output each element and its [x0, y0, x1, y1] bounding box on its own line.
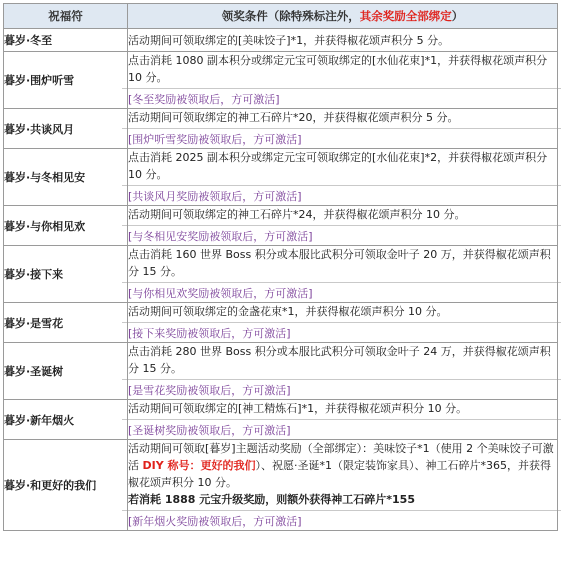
table-row	[4, 149, 558, 206]
blessing-name: 暮岁·共谈风月	[4, 109, 128, 149]
table-row	[4, 109, 558, 149]
reward-condition	[128, 149, 558, 206]
table-row	[4, 29, 558, 52]
unlock-requirement: [接下来奖励被领取后，方可激活]	[122, 322, 561, 342]
unlock-requirement: [与你相见欢奖励被领取后，方可激活]	[122, 282, 561, 302]
table-row	[4, 206, 558, 246]
blessing-name: 暮岁·接下来	[4, 246, 128, 303]
unlock-requirement: [是雪花奖励被领取后，方可激活]	[122, 379, 561, 399]
table-row	[4, 400, 558, 440]
condition-text: 活动期间可领取绑定的金盏花束*1，并获得椒花颂声积分 10 分。	[128, 305, 448, 318]
condition-text-part2: ）、祝愿·圣诞*1（限定装饰家具）、神工石碎片*365，并获得椒花颂声积分 10 分。	[128, 459, 552, 489]
reward-condition	[128, 246, 558, 303]
unlock-requirement: [围炉听雪奖励被领取后，方可激活]	[122, 128, 561, 148]
reward-condition	[128, 52, 558, 109]
blessing-name: 暮岁·圣诞树	[4, 343, 128, 400]
unlock-requirement: [新年烟火奖励被领取后，方可激活]	[122, 510, 561, 530]
reward-condition	[128, 29, 558, 52]
blessing-name: 暮岁·和更好的我们	[4, 440, 128, 531]
reward-condition	[128, 109, 558, 149]
condition-text-part1: 活动期间可领取[暮岁]主题活动奖励（全部绑定）：美味饺子*1（使用 2 个美味饺子可激活	[128, 442, 554, 472]
header-condition-suffix: ）	[451, 9, 464, 23]
rewards-table	[3, 3, 558, 531]
table-row	[4, 440, 558, 531]
unlock-requirement: [冬至奖励被领取后，方可激活]	[122, 88, 561, 108]
upgrade-bonus-text: 若消耗 1888 元宝升级奖励，则额外获得神工石碎片*155	[128, 493, 415, 506]
condition-text: 活动期间可领取绑定的[美味饺子]*1，并获得椒花颂声积分 5 分。	[128, 33, 450, 47]
header-condition	[128, 4, 558, 29]
condition-text: 活动期间可领取绑定的神工石碎片*20，并获得椒花颂声积分 5 分。	[128, 111, 459, 124]
reward-condition	[128, 343, 558, 400]
table-header-row	[4, 4, 558, 29]
reward-condition	[128, 303, 558, 343]
table-row	[4, 52, 558, 109]
condition-text: 点击消耗 1080 副本积分或绑定元宝可领取绑定的[水仙花束]*1，并获得椒花颂声积分 10 分。	[128, 54, 548, 84]
table-row	[4, 303, 558, 343]
condition-text	[128, 440, 557, 491]
table-row	[4, 343, 558, 400]
blessing-name: 暮岁·冬至	[4, 29, 128, 52]
blessing-name: 暮岁·与你相见欢	[4, 206, 128, 246]
blessing-name: 暮岁·围炉听雪	[4, 52, 128, 109]
reward-condition	[128, 206, 558, 246]
blessing-name: 暮岁·与冬相见安	[4, 149, 128, 206]
condition-text: 点击消耗 160 世界 Boss 积分或本服比武积分可领取金叶子 20 万，并获得椒花颂声积分 15 分。	[128, 248, 551, 278]
unlock-requirement: [共谈风月奖励被领取后，方可激活]	[122, 185, 561, 205]
condition-text: 点击消耗 280 世界 Boss 积分或本服比武积分可领取金叶子 24 万，并获得椒花颂声积分 15 分。	[128, 345, 551, 375]
blessing-name: 暮岁·新年烟火	[4, 400, 128, 440]
unlock-requirement: [与冬相见安奖励被领取后，方可激活]	[122, 225, 561, 245]
header-condition-prefix: 领奖条件（除特殊标注外，	[221, 9, 360, 23]
table-row	[4, 246, 558, 303]
header-blessing: 祝福符	[4, 4, 128, 29]
header-condition-red: 其余奖励全部绑定	[359, 9, 452, 23]
diy-title-highlight: DIY 称号：更好的我们	[142, 459, 256, 472]
condition-text: 活动期间可领取绑定的神工石碎片*24，并获得椒花颂声积分 10 分。	[128, 208, 466, 221]
reward-condition	[128, 440, 558, 531]
unlock-requirement: [圣诞树奖励被领取后，方可激活]	[122, 419, 561, 439]
condition-text: 活动期间可领取绑定的[神工精炼石]*1，并获得椒花颂声积分 10 分。	[128, 402, 468, 415]
reward-condition	[128, 400, 558, 440]
blessing-name: 暮岁·是雪花	[4, 303, 128, 343]
condition-text: 点击消耗 2025 副本积分或绑定元宝可领取绑定的[水仙花束]*2，并获得椒花颂声积分 10 分。	[128, 151, 548, 181]
